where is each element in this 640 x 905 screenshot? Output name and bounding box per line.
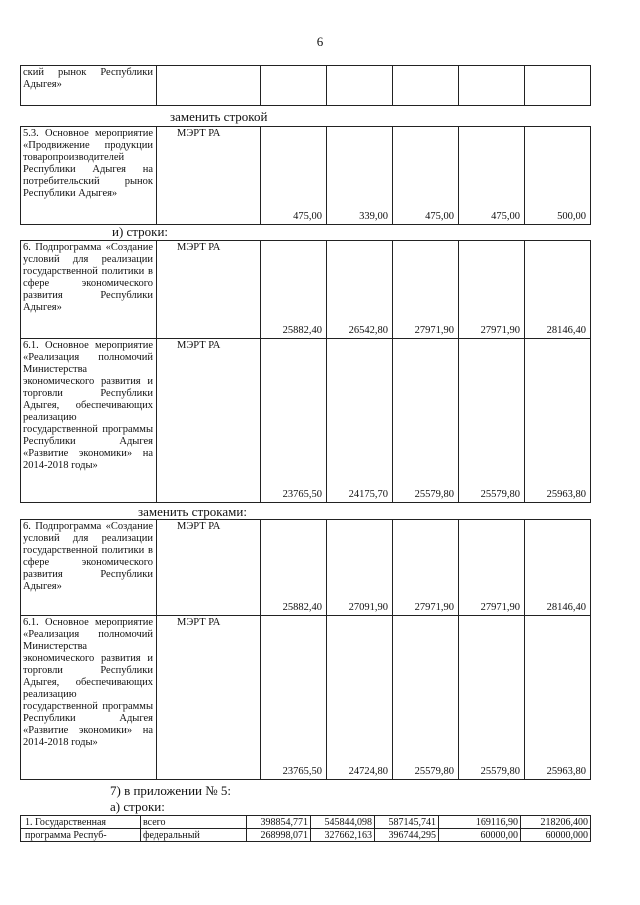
row-description: 6. Подпрограмма «Создание условий для реализации государственной политики в сфере экономического развития Республики Адыгея» — [21, 520, 157, 616]
table-row — [21, 66, 591, 106]
row-value: 25579,80 — [459, 616, 525, 780]
table-row — [21, 339, 591, 503]
row-category: федеральный — [141, 829, 247, 842]
table-row — [21, 816, 591, 829]
row-description: 6.1. Основное мероприятие «Реализация полномочий Министерства экономического развития и торговли Республики Адыгея, обеспечивающих реализацию государственной программы Республики Адыгея «Развитие экономики» на 2014-2018 годы» — [21, 616, 157, 780]
row-organization: МЭРТ РА — [157, 616, 261, 780]
row-value: 218206,400 — [521, 816, 591, 829]
row-value: 327662,163 — [311, 829, 375, 842]
row-value: 27971,90 — [459, 241, 525, 339]
row-value: 27971,90 — [459, 520, 525, 616]
heading-appendix-5: 7) в приложении № 5: — [110, 783, 232, 798]
row-value: 398854,771 — [247, 816, 311, 829]
table-row — [21, 829, 591, 842]
row-value: 24175,70 — [327, 339, 393, 503]
row-organization: МЭРТ РА — [157, 339, 261, 503]
row-value: 25579,80 — [459, 339, 525, 503]
row-organization: МЭРТ РА — [157, 520, 261, 616]
heading-rows-i: и) строки: — [112, 224, 169, 239]
row-value — [327, 66, 393, 106]
table-fragment-top — [20, 65, 591, 106]
row-value: 24724,80 — [327, 616, 393, 780]
row-value: 396744,295 — [375, 829, 439, 842]
heading-rows-a: а) строки: — [110, 799, 165, 814]
row-value — [261, 66, 327, 106]
row-value: 25579,80 — [393, 339, 459, 503]
row-value: 545844,098 — [311, 816, 375, 829]
table-new-rows — [20, 519, 591, 780]
row-value — [525, 66, 591, 106]
row-value: 25882,40 — [261, 520, 327, 616]
row-organization — [157, 66, 261, 106]
row-value: 475,00 — [261, 127, 327, 225]
table-replacement-5-3 — [20, 126, 591, 225]
page-bottom-edge — [0, 890, 640, 891]
row-value: 23765,50 — [261, 616, 327, 780]
row-organization: МЭРТ РА — [157, 241, 261, 339]
row-value: 169116,90 — [439, 816, 521, 829]
heading-replace-row: заменить строкой — [170, 109, 268, 124]
table-appendix-5 — [20, 815, 591, 842]
table-row — [21, 616, 591, 780]
row-value: 28146,40 — [525, 520, 591, 616]
row-value: 27091,90 — [327, 520, 393, 616]
row-description: 6.1. Основное мероприятие «Реализация полномочий Министерства экономического развития и торговли Республики Адыгея, обеспечивающих реализацию государственной программы Республики Адыгея «Развитие экономики» на 2014-2018 годы» — [21, 339, 157, 503]
row-value: 500,00 — [525, 127, 591, 225]
table-old-rows — [20, 240, 591, 503]
table-row — [21, 127, 591, 225]
program-label: 1. Государственная — [21, 816, 141, 829]
row-value: 25882,40 — [261, 241, 327, 339]
table-row — [21, 241, 591, 339]
row-value: 25963,80 — [525, 339, 591, 503]
heading-replace-rows: заменить строками: — [138, 504, 247, 519]
row-value: 26542,80 — [327, 241, 393, 339]
row-value: 268998,071 — [247, 829, 311, 842]
row-value: 27971,90 — [393, 241, 459, 339]
row-value: 60000,00 — [439, 829, 521, 842]
row-value: 475,00 — [459, 127, 525, 225]
row-value: 23765,50 — [261, 339, 327, 503]
row-value: 339,00 — [327, 127, 393, 225]
row-category: всего — [141, 816, 247, 829]
program-label: программа Респуб- — [21, 829, 141, 842]
row-description: ский рынок Республики Адыгея» — [21, 66, 157, 106]
row-value: 587145,741 — [375, 816, 439, 829]
row-value: 27971,90 — [393, 520, 459, 616]
row-organization: МЭРТ РА — [157, 127, 261, 225]
row-value: 25963,80 — [525, 616, 591, 780]
row-description: 5.3. Основное мероприятие «Продвижение продукции товаропроизводителей Республики Адыгея на потребительский рынок Республики Адыгея» — [21, 127, 157, 225]
row-value: 475,00 — [393, 127, 459, 225]
row-value: 25579,80 — [393, 616, 459, 780]
row-description: 6. Подпрограмма «Создание условий для реализации государственной политики в сфере экономического развития Республики Адыгея» — [21, 241, 157, 339]
page-number: 6 — [316, 34, 324, 49]
row-value — [459, 66, 525, 106]
table-row — [21, 520, 591, 616]
row-value: 28146,40 — [525, 241, 591, 339]
row-value: 60000,000 — [521, 829, 591, 842]
row-value — [393, 66, 459, 106]
